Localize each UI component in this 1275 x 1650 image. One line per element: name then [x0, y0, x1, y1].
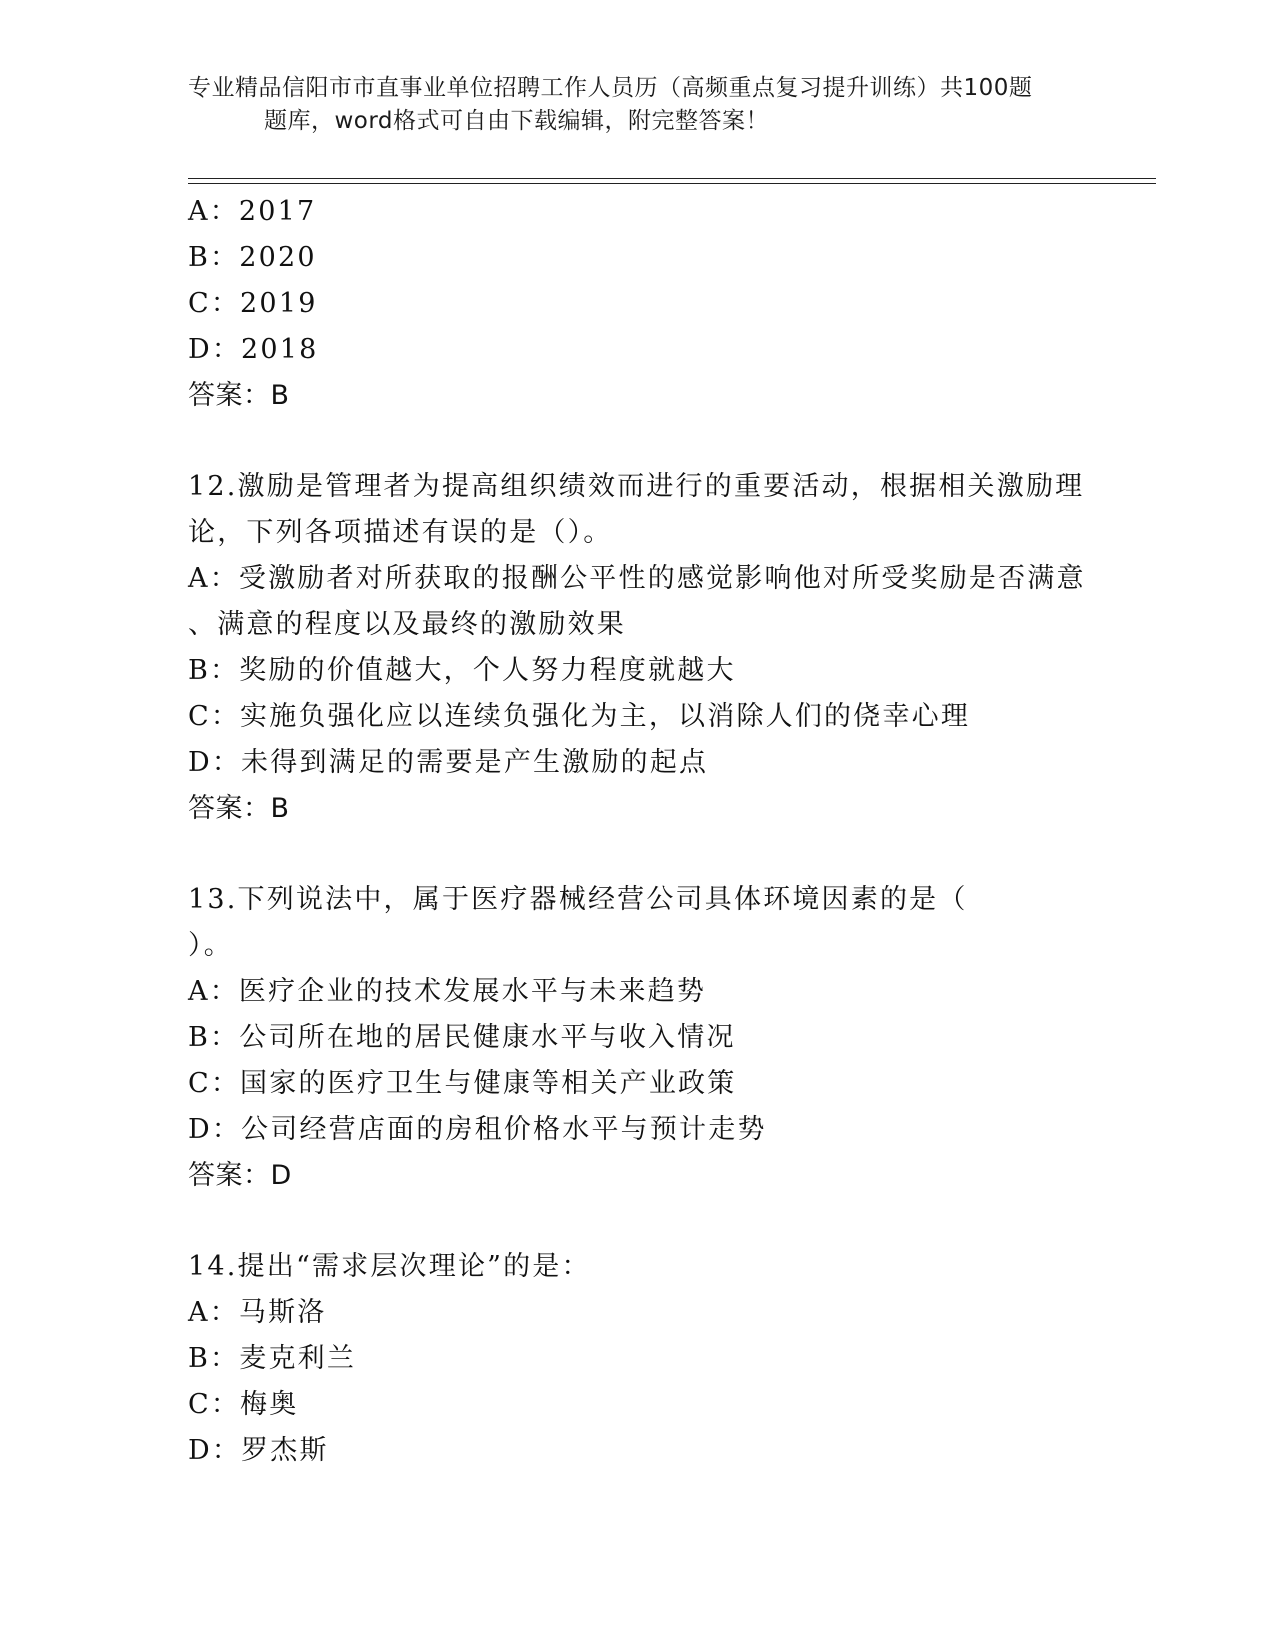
document-body — [188, 189, 1088, 1474]
spacer — [188, 832, 1088, 877]
q13-answer: 答案：D — [188, 1160, 292, 1191]
q11-option-d: D：2018 — [188, 334, 319, 365]
q12-option-a-line-1: A：受激励者对所获取的报酬公平性的感觉影响他对所受奖励是否满意 — [188, 563, 1086, 594]
q14-option-d: D：罗杰斯 — [188, 1435, 329, 1466]
q11-option-c: C：2019 — [188, 288, 318, 319]
document-header — [188, 72, 1088, 138]
q14-option-a: A：马斯洛 — [188, 1297, 327, 1328]
q14-question-line-1: 14.提出“需求层次理论”的是： — [188, 1251, 591, 1282]
q12-question-line-1: 12.激励是管理者为提高组织绩效而进行的重要活动，根据相关激励理 — [188, 471, 1085, 502]
question-14-block — [188, 1244, 1088, 1474]
spacer — [188, 1199, 1088, 1244]
q13-option-a: A：医疗企业的技术发展水平与未来趋势 — [188, 976, 707, 1007]
q13-question-line-1: 13.下列说法中，属于医疗器械经营公司具体环境因素的是（ — [188, 884, 968, 915]
q12-option-b: B：奖励的价值越大，个人努力程度就越大 — [188, 655, 736, 686]
spacer — [188, 419, 1088, 464]
q12-option-a-line-2: 、满意的程度以及最终的激励效果 — [188, 609, 626, 640]
question-13-block — [188, 877, 1088, 1199]
question-11-block — [188, 189, 1088, 419]
q11-option-a: A：2017 — [188, 196, 317, 227]
q13-option-c: C：国家的医疗卫生与健康等相关产业政策 — [188, 1068, 737, 1099]
q12-question-line-2: 论，下列各项描述有误的是（）。 — [188, 517, 613, 548]
q11-answer: 答案：B — [188, 380, 290, 411]
q14-option-b: B：麦克利兰 — [188, 1343, 357, 1374]
header-rule-bottom — [188, 183, 1156, 184]
question-12-block — [188, 464, 1088, 832]
header-rule-top — [188, 178, 1156, 179]
q11-option-b: B：2020 — [188, 242, 317, 273]
q12-option-c: C：实施负强化应以连续负强化为主，以消除人们的侥幸心理 — [188, 701, 971, 732]
header-line-2: 题库，word格式可自由下载编辑，附完整答案！ — [264, 108, 770, 134]
q13-option-d: D：公司经营店面的房租价格水平与预计走势 — [188, 1114, 767, 1145]
q13-option-b: B：公司所在地的居民健康水平与收入情况 — [188, 1022, 736, 1053]
q13-question-line-2: ）。 — [188, 930, 233, 961]
q14-option-c: C：梅奥 — [188, 1389, 299, 1420]
header-line-1: 专业精品信阳市市直事业单位招聘工作人员历（高频重点复习提升训练）共100题 — [188, 75, 1033, 101]
q12-option-d: D：未得到满足的需要是产生激励的起点 — [188, 747, 709, 778]
q12-answer: 答案：B — [188, 793, 290, 824]
